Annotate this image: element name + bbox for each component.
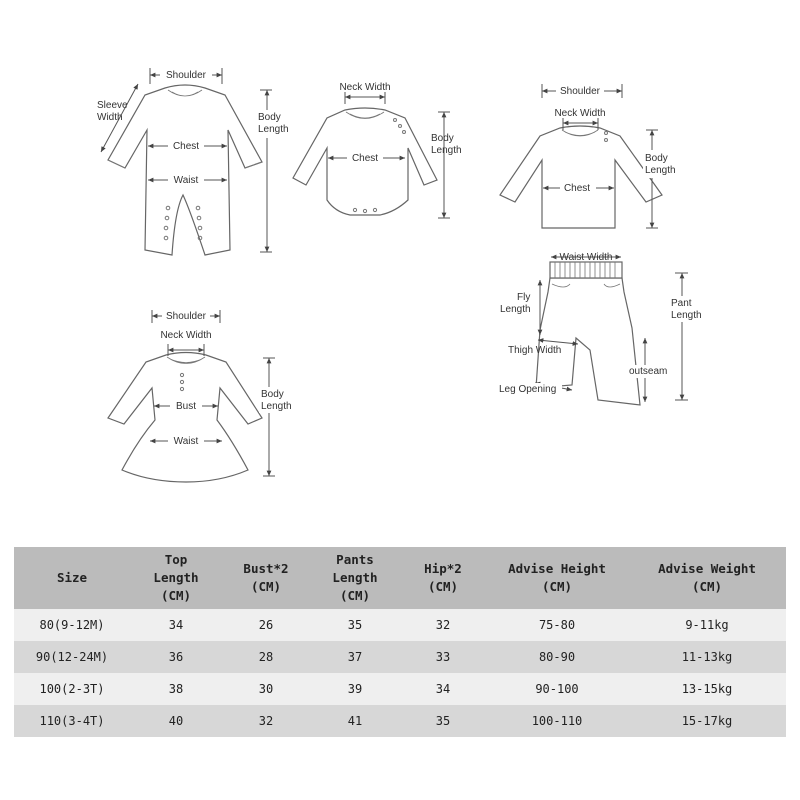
dress-outline [108, 353, 262, 483]
cell-top-length: 36 [130, 641, 222, 673]
header-advise-weight: Advise Weight (CM) [628, 547, 786, 609]
pants-length-label: Pant [671, 298, 692, 309]
cell-advise-height: 75-80 [486, 609, 628, 641]
top-neck-label: Neck Width [554, 108, 606, 119]
cell-advise-height: 80-90 [486, 641, 628, 673]
bodysuit-diagram [293, 82, 462, 218]
dress-body-label: Body [261, 389, 284, 400]
cell-advise-weight: 11-13kg [628, 641, 786, 673]
cell-top-length: 38 [130, 673, 222, 705]
cell-bust: 30 [222, 673, 310, 705]
dress-neck-label: Neck Width [160, 330, 212, 341]
top-body-label-2: Length [645, 165, 676, 176]
pants-length-label-2: Length [671, 310, 702, 321]
table-row [14, 641, 786, 673]
dress-bust-label: Bust [175, 401, 197, 412]
pants-fly-label: Fly [517, 292, 531, 303]
bodysuit-chest-label: Chest [351, 153, 379, 164]
cell-pants-length: 41 [310, 705, 400, 737]
romper-chest-label: Chest [172, 141, 200, 152]
pants-waist-label: Waist Width [559, 252, 613, 263]
romper-sleeve-label: Sleeve [97, 100, 128, 111]
romper-sleeve-label-2: Width [97, 112, 123, 123]
header-size: Size [14, 547, 130, 609]
pants-leg-label: Leg Opening [499, 384, 557, 395]
cell-advise-weight: 15-17kg [628, 705, 786, 737]
table-row [14, 609, 786, 641]
cell-size: 80(9-12M) [14, 609, 130, 641]
cell-pants-length: 39 [310, 673, 400, 705]
cell-top-length: 34 [130, 609, 222, 641]
bodysuit-body-label-2: Length [431, 145, 462, 156]
romper-outline [108, 85, 262, 255]
cell-hip: 32 [400, 609, 486, 641]
cell-hip: 35 [400, 705, 486, 737]
table-row [14, 705, 786, 737]
cell-advise-height: 90-100 [486, 673, 628, 705]
header-advise-height: Advise Height (CM) [486, 547, 628, 609]
top-body-label: Body [645, 153, 668, 164]
romper-body-label-2: Length [258, 124, 289, 135]
romper-shoulder-label: Shoulder [165, 70, 207, 81]
dress-diagram [108, 309, 299, 482]
top-diagram [500, 84, 678, 228]
cell-pants-length: 37 [310, 641, 400, 673]
cell-pants-length: 35 [310, 609, 400, 641]
romper-body-label: Body [258, 112, 281, 123]
size-table [14, 547, 786, 737]
cell-size: 110(3-4T) [14, 705, 130, 737]
romper-diagram [97, 68, 289, 255]
dress-body-label-2: Length [261, 401, 292, 412]
pants-diagram [498, 252, 708, 405]
cell-size: 90(12-24M) [14, 641, 130, 673]
bodysuit-neck-label: Neck Width [339, 82, 391, 93]
pants-outseam-label: outseam [629, 366, 668, 377]
header-top-length: Top Length (CM) [130, 547, 222, 609]
header-pants-length: Pants Length (CM) [310, 547, 400, 609]
cell-size: 100(2-3T) [14, 673, 130, 705]
header-bust: Bust*2 (CM) [222, 547, 310, 609]
cell-bust: 32 [222, 705, 310, 737]
cell-hip: 34 [400, 673, 486, 705]
cell-top-length: 40 [130, 705, 222, 737]
cell-advise-weight: 13-15kg [628, 673, 786, 705]
cell-advise-height: 100-110 [486, 705, 628, 737]
header-hip: Hip*2 (CM) [400, 547, 486, 609]
size-table-header-row [14, 547, 786, 609]
cell-advise-weight: 9-11kg [628, 609, 786, 641]
bodysuit-body-label: Body [431, 133, 454, 144]
pants-fly-label-2: Length [500, 304, 531, 315]
cell-bust: 26 [222, 609, 310, 641]
dress-shoulder-label: Shoulder [165, 311, 207, 322]
top-shoulder-label: Shoulder [559, 86, 601, 97]
dress-waist-label: Waist [173, 436, 199, 447]
cell-hip: 33 [400, 641, 486, 673]
table-row [14, 673, 786, 705]
pants-thigh-label: Thigh Width [508, 345, 562, 356]
romper-waist-label: Waist [173, 175, 199, 186]
top-chest-label: Chest [563, 183, 591, 194]
cell-bust: 28 [222, 641, 310, 673]
top-outline [500, 126, 662, 228]
